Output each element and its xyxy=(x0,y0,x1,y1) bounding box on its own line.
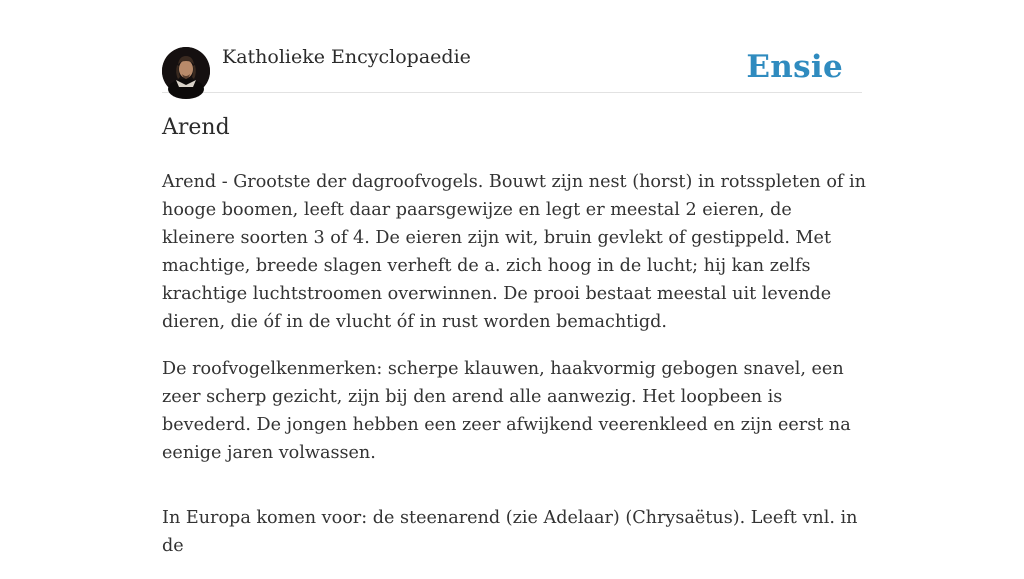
paragraph-1: Arend - Grootste der dagroofvogels. Bouwt zijn nest (horst) in rotsspleten of in hooge boomen, leeft daar paarsgewijze en legt er meestal 2 eieren, de kleinere soorten 3 of 4. De eieren zijn wit, bruin gevlekt of gestippeld. Met machtige, breede slagen verheft de a. zich hoog in de lucht; hij kan zelfs krachtige luchtstroomen overwinnen. De prooi bestaat meestal uit levende dieren, die óf in de vlucht óf in rust worden bemachtigd. xyxy=(162,172,866,332)
source-name[interactable]: Katholieke Encyclopaedie xyxy=(222,46,471,68)
portrait-icon xyxy=(162,47,210,95)
paragraph-2: De roofvogelkenmerken: scherpe klauwen, haakvormig gebogen snavel, een zeer scherp gezicht, zijn bij den arend alle aanwezig. Het loopbeen is bevederd. De jongen hebben een zeer afwijkend veerenkleed en zijn eerst na eenige jaren volwassen. xyxy=(162,359,851,463)
article-body xyxy=(162,168,866,579)
article-title: Arend xyxy=(162,115,230,140)
paragraph-3: In Europa komen voor: de steenarend (zie Adelaar) (Chrysaëtus). Leeft vnl. in de xyxy=(162,508,858,556)
header xyxy=(162,44,862,93)
brand-logo[interactable]: Ensie xyxy=(746,49,843,85)
source-avatar[interactable] xyxy=(162,47,210,95)
